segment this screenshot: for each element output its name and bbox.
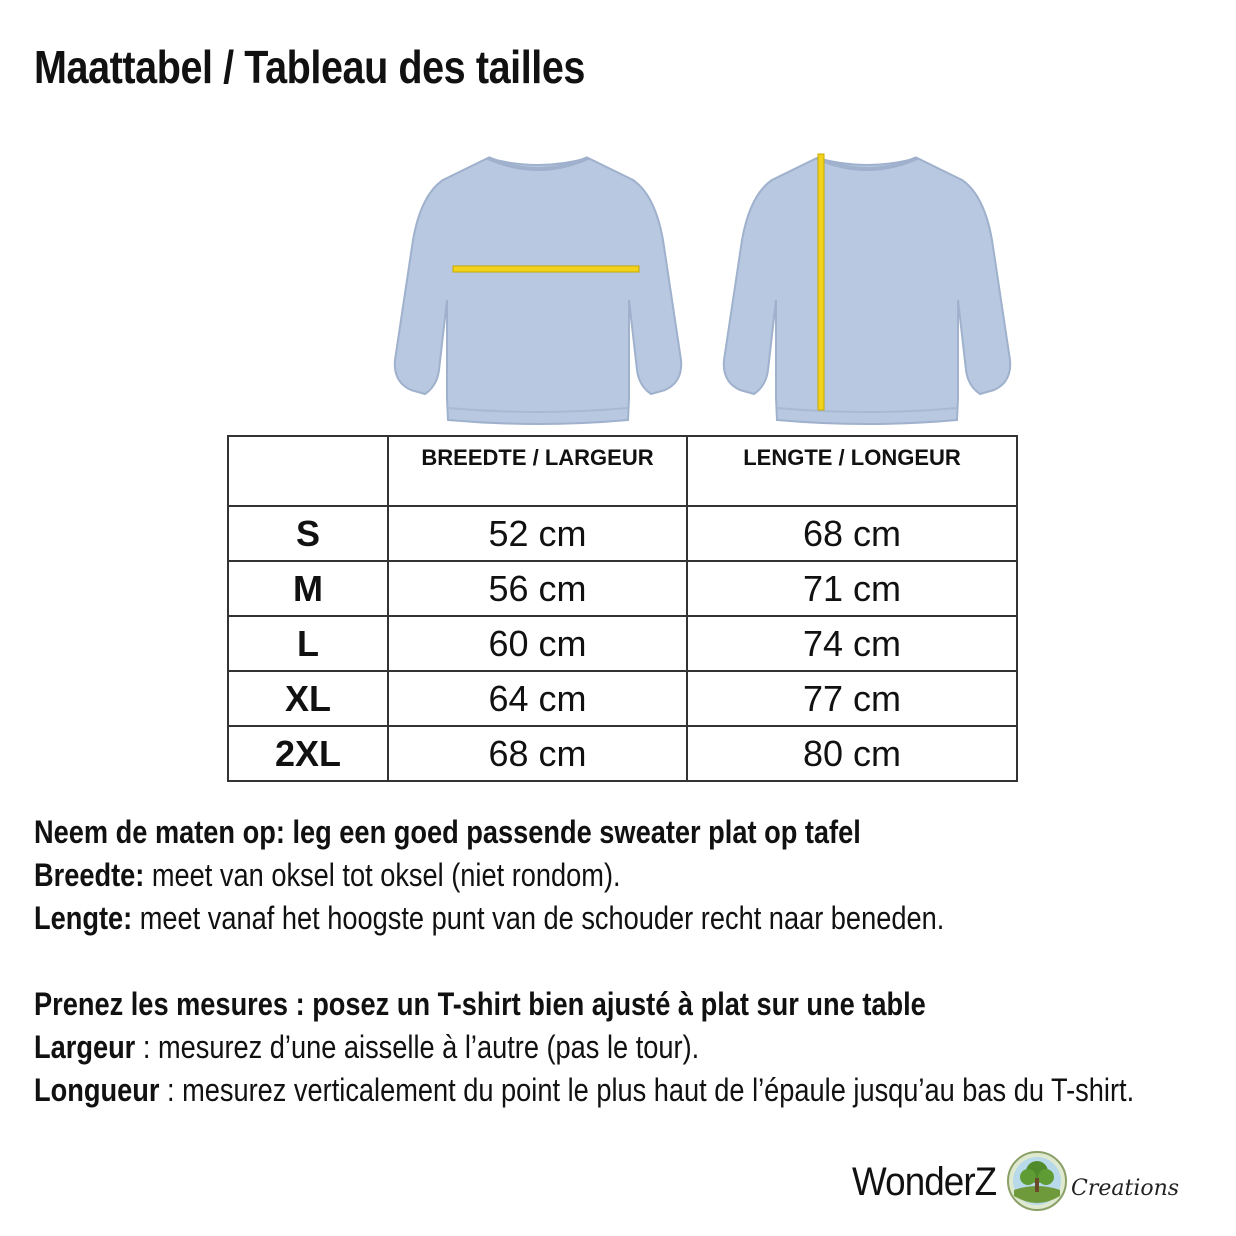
nl-width-label: Breedte:: [34, 857, 145, 893]
length-value: 74 cm: [687, 616, 1017, 671]
nl-width-text: meet van oksel tot oksel (niet rondom).: [144, 857, 621, 893]
fr-width-label: Largeur: [34, 1029, 136, 1065]
logo-name: WonderZ: [852, 1160, 997, 1204]
length-value: 77 cm: [687, 671, 1017, 726]
logo-subtitle: Creations: [1071, 1176, 1180, 1201]
table-row: [228, 726, 1017, 781]
table-row: [228, 506, 1017, 561]
width-value: 68 cm: [388, 726, 687, 781]
width-value: 52 cm: [388, 506, 687, 561]
width-value: 60 cm: [388, 616, 687, 671]
instructions-french: [34, 983, 1236, 1112]
table-row: [228, 671, 1017, 726]
table-header-row: [228, 436, 1017, 506]
size-label: M: [228, 561, 388, 616]
sweater-icon: [724, 158, 1010, 424]
size-table: [227, 435, 1018, 782]
brand-logo: [852, 1148, 1192, 1218]
sweater-length-illustration: [712, 150, 1022, 425]
fr-heading: Prenez les mesures : posez un T-shirt bien ajusté à plat sur une table: [34, 986, 926, 1022]
sweater-width-illustration: [393, 150, 683, 425]
nl-heading: Neem de maten op: leg een goed passende sweater plat op tafel: [34, 814, 861, 850]
width-value: 64 cm: [388, 671, 687, 726]
page-title: Maattabel / Tableau des tailles: [34, 41, 585, 93]
length-measure-tape: [818, 154, 824, 410]
width-measure-tape: [453, 266, 639, 272]
instructions-dutch: [34, 811, 1105, 940]
tree-logo-icon: [1006, 1150, 1068, 1212]
table-header-empty: [228, 436, 388, 506]
fr-length-text: : mesurez verticalement du point le plus haut de l’épaule jusqu’au bas du T-shirt.: [159, 1072, 1135, 1108]
length-value: 80 cm: [687, 726, 1017, 781]
nl-length-label: Lengte:: [34, 900, 133, 936]
size-label: L: [228, 616, 388, 671]
table-header-width: BREEDTE / LARGEUR: [388, 436, 687, 506]
fr-width-text: : mesurez d’une aisselle à l’autre (pas le tour).: [135, 1029, 700, 1065]
table-header-length: LENGTE / LONGEUR: [687, 436, 1017, 506]
fr-length-label: Longueur: [34, 1072, 160, 1108]
width-value: 56 cm: [388, 561, 687, 616]
length-value: 71 cm: [687, 561, 1017, 616]
nl-length-text: meet vanaf het hoogste punt van de schouder recht naar beneden.: [132, 900, 945, 936]
size-label: S: [228, 506, 388, 561]
size-label: 2XL: [228, 726, 388, 781]
length-value: 68 cm: [687, 506, 1017, 561]
sweater-icon: [395, 158, 681, 424]
size-label: XL: [228, 671, 388, 726]
table-row: [228, 616, 1017, 671]
table-row: [228, 561, 1017, 616]
